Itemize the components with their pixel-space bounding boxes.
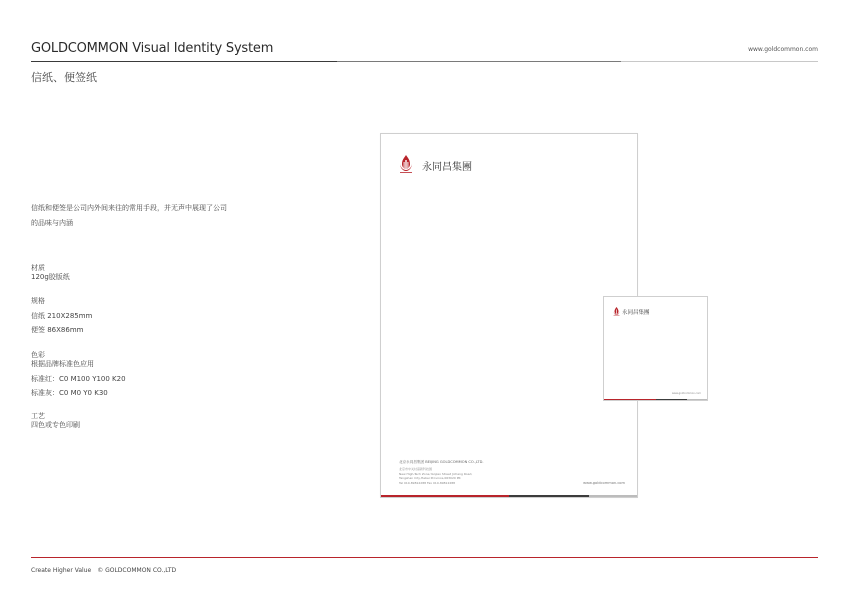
footer-rule xyxy=(31,557,818,558)
color-label: 色彩 xyxy=(31,351,45,359)
craft-value: 四色或专色印刷 xyxy=(31,421,80,429)
header-rule-mid xyxy=(337,61,621,62)
letterhead-sheet xyxy=(380,133,638,498)
size-letter: 信纸 210X285mm xyxy=(31,312,93,320)
letterhead-address xyxy=(399,467,472,485)
address-line: Tangshan City,Hebei Province,063020 PR xyxy=(399,476,461,481)
letterhead-company: 北京永同昌集团 BEIJING GOLDCOMMON CO.,LTD. xyxy=(399,460,484,464)
bar-dark xyxy=(656,399,687,401)
spec-craft xyxy=(31,412,80,430)
notepad-brand: 永同昌集團 xyxy=(622,310,650,316)
address-line: 北京市中关村高新科技园 xyxy=(399,467,433,471)
letterhead-color-bar xyxy=(381,495,637,497)
spec-size xyxy=(31,297,92,337)
footer-copyright: © GOLDCOMMON CO.,LTD xyxy=(97,567,177,574)
material-label: 材质 xyxy=(31,264,45,272)
header-title: GOLDCOMMON Visual Identity System xyxy=(31,41,274,56)
header-rule xyxy=(31,61,818,62)
color-red: 标准红：C0 M100 Y100 K20 xyxy=(31,375,126,383)
bar-grey xyxy=(589,495,637,497)
flame-logo-icon xyxy=(399,155,413,173)
bar-dark xyxy=(509,495,589,497)
intro-text xyxy=(31,201,246,231)
craft-label: 工艺 xyxy=(31,412,45,420)
notepad-url: www.goldcommon.com xyxy=(671,392,701,395)
bar-grey xyxy=(687,399,707,401)
footer xyxy=(31,567,176,574)
intro-line-1: 信纸和便签是公司内外间来往的常用手段，并无声中展现了公司 xyxy=(31,204,227,212)
page-title: 信纸、便签纸 xyxy=(31,71,97,84)
size-note: 便签 86X86mm xyxy=(31,326,84,334)
footer-slogan: Create Higher Value xyxy=(31,567,92,574)
material-value: 120g胶版纸 xyxy=(31,273,70,281)
notepad-sheet xyxy=(603,296,708,401)
notepad-color-bar xyxy=(604,399,707,401)
header-rule-light xyxy=(621,61,818,62)
spec-material xyxy=(31,264,70,282)
bar-red xyxy=(381,495,509,497)
letterhead-brand: 永同昌集團 xyxy=(422,162,472,173)
intro-line-2: 的品味与内涵 xyxy=(31,219,73,227)
color-grey: 标准灰：C0 M0 Y0 K30 xyxy=(31,389,108,397)
header-url[interactable]: www.goldcommon.com xyxy=(748,46,818,53)
address-line: Tel 010-89812288 Fax 010-89812288 xyxy=(399,480,456,485)
flame-logo-icon xyxy=(613,307,620,316)
size-label: 规格 xyxy=(31,297,45,305)
color-desc: 根据品牌标准色应用 xyxy=(31,360,94,368)
bar-red xyxy=(604,399,656,401)
spec-color xyxy=(31,351,126,400)
letterhead-url: www.goldcommon.com xyxy=(583,481,625,485)
address-line: New High-Tech Zone,Yanjiao Street Jichang Road, xyxy=(399,471,473,476)
header-rule-dark xyxy=(31,61,337,62)
